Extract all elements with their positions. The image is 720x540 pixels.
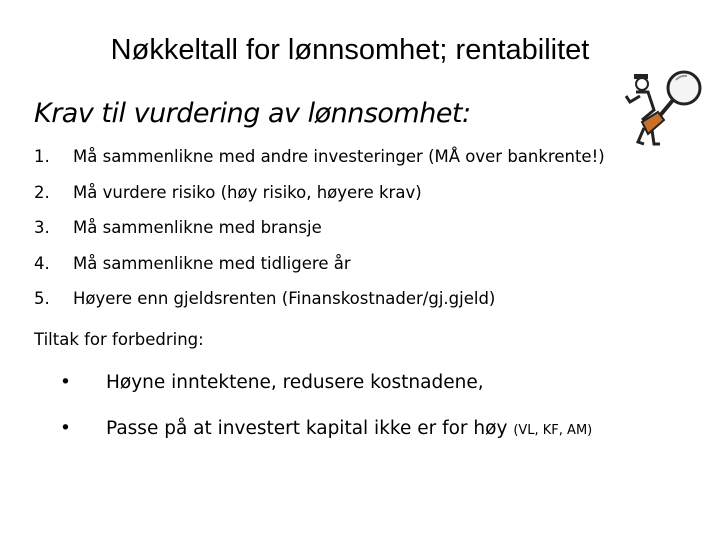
list-text: Må sammenlikne med bransje: [73, 218, 322, 237]
list-number: 3.: [34, 218, 50, 237]
list-text: Må sammenlikne med andre investeringer (MÅ over bankrente!): [73, 147, 605, 166]
bullet-text: Passe på at investert kapital ikke er for høy: [106, 418, 508, 439]
list-text: Høyere enn gjeldsrenten (Finanskostnader/gj.gjeld): [73, 289, 496, 308]
bullet-marker: •: [60, 418, 71, 439]
list-text: Må vurdere risiko (høy risiko, høyere krav): [73, 182, 422, 202]
bullet-text: Høyne inntektene, redusere kostnadene,: [106, 372, 484, 393]
list-number: 4.: [34, 253, 50, 273]
list-text: Må sammenlikne med tidligere år: [73, 253, 351, 273]
list-number: 2.: [34, 182, 50, 202]
tiltak-heading: Tiltak for forbedring:: [34, 330, 204, 349]
bullet-suffix: (VL, KF, AM): [513, 423, 593, 438]
list-number: 5.: [34, 289, 50, 308]
bullet-marker: •: [60, 372, 71, 393]
slide-title: Nøkkeltall for lønnsomhet; rentabilitet: [110, 34, 590, 66]
detective-magnifier-icon: [618, 62, 710, 148]
section-subtitle: Krav til vurdering av lønnsomhet:: [34, 98, 471, 129]
list-number: 1.: [34, 147, 50, 166]
